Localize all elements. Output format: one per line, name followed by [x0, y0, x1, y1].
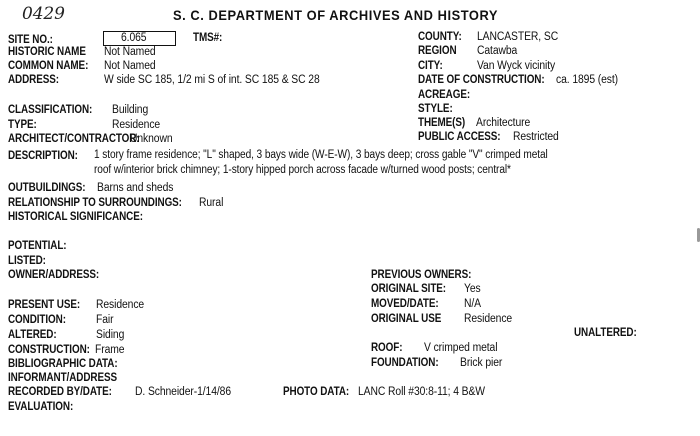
roof-label: ROOF: — [371, 342, 403, 354]
county-label: COUNTY: — [418, 31, 462, 43]
date-of-construction-label: DATE OF CONSTRUCTION: — [418, 74, 545, 86]
themes-label: THEME(S) — [418, 117, 466, 129]
original-site-label: ORIGINAL SITE: — [371, 283, 446, 295]
listed-label: LISTED: — [8, 255, 46, 267]
evaluation-label: EVALUATION: — [8, 401, 74, 413]
county-value: LANCASTER, SC — [477, 31, 559, 43]
moved-date-value: N/A — [464, 298, 481, 310]
description-line-1: 1 story frame residence; "L" shaped, 3 bays wide (W-E-W), 3 bays deep; cross gable "V" crimped metal — [94, 149, 548, 161]
address-label: ADDRESS: — [8, 74, 59, 86]
form-title: S. C. DEPARTMENT OF ARCHIVES AND HISTORY — [173, 7, 499, 23]
region-value: Catawba — [477, 45, 518, 57]
recorded-by-value: D. Schneider-1/14/86 — [135, 386, 232, 398]
original-site-value: Yes — [464, 283, 481, 295]
roof-value: V crimped metal — [424, 342, 498, 354]
relationship-label: RELATIONSHIP TO SURROUNDINGS: — [8, 197, 182, 209]
site-no-value: 6.065 — [121, 32, 147, 44]
original-use-value: Residence — [464, 313, 513, 325]
condition-label: CONDITION: — [8, 314, 66, 326]
unaltered-label: UNALTERED: — [574, 327, 637, 339]
outbuildings-label: OUTBUILDINGS: — [8, 182, 86, 194]
moved-date-label: MOVED/DATE: — [371, 298, 439, 310]
previous-owners-label: PREVIOUS OWNERS: — [371, 269, 472, 281]
common-name-value: Not Named — [104, 60, 156, 72]
present-use-value: Residence — [96, 299, 145, 311]
common-name-label: COMMON NAME: — [8, 60, 89, 72]
recorded-by-label: RECORDED BY/DATE: — [8, 386, 112, 398]
construction-label: CONSTRUCTION: — [8, 344, 90, 356]
historical-significance-label: HISTORICAL SIGNIFICANCE: — [8, 211, 143, 223]
public-access-value: Restricted — [513, 131, 559, 143]
type-label: TYPE: — [8, 119, 37, 131]
potential-label: POTENTIAL: — [8, 240, 67, 252]
historic-name-label: HISTORIC NAME — [8, 46, 86, 58]
photo-data-value: LANC Roll #30:8-11; 4 B&W — [358, 386, 485, 398]
bibliographic-data-label: BIBLIOGRAPHIC DATA: — [8, 358, 118, 370]
architect-value: Unknown — [130, 133, 173, 145]
region-label: REGION — [418, 45, 457, 57]
foundation-value: Brick pier — [460, 357, 503, 369]
architect-label: ARCHITECT/CONTRACTOR: — [8, 133, 140, 145]
outbuildings-value: Barns and sheds — [97, 182, 174, 194]
description-line-2: roof w/interior brick chimney; 1-story hipped porch across facade w/turned wood posts; central* — [94, 164, 511, 176]
altered-label: ALTERED: — [8, 329, 57, 341]
style-label: STYLE: — [418, 103, 453, 115]
classification-label: CLASSIFICATION: — [8, 104, 93, 116]
historic-name-value: Not Named — [104, 46, 156, 58]
address-value: W side SC 185, 1/2 mi S of int. SC 185 & SC 28 — [104, 74, 320, 86]
owner-address-label: OWNER/ADDRESS: — [8, 269, 100, 281]
description-label: DESCRIPTION: — [8, 150, 78, 162]
themes-value: Architecture — [476, 117, 531, 129]
construction-value: Frame — [95, 344, 125, 356]
present-use-label: PRESENT USE: — [8, 299, 81, 311]
photo-data-label: PHOTO DATA: — [283, 386, 350, 398]
tms-label: TMS#: — [193, 32, 223, 44]
foundation-label: FOUNDATION: — [371, 357, 439, 369]
original-use-label: ORIGINAL USE — [371, 313, 442, 325]
condition-value: Fair — [96, 314, 114, 326]
city-label: CITY: — [418, 60, 443, 72]
acreage-label: ACREAGE: — [418, 89, 471, 101]
handwritten-form-number: 0429 — [22, 4, 65, 24]
altered-value: Siding — [96, 329, 125, 341]
informant-address-label: INFORMANT/ADDRESS — [8, 372, 117, 384]
site-no-label: SITE NO.: — [8, 34, 53, 46]
relationship-value: Rural — [199, 197, 224, 209]
city-value: Van Wyck vicinity — [477, 60, 556, 72]
classification-value: Building — [112, 104, 149, 116]
type-value: Residence — [112, 119, 161, 131]
date-of-construction-value: ca. 1895 (est) — [556, 74, 619, 86]
public-access-label: PUBLIC ACCESS: — [418, 131, 501, 143]
